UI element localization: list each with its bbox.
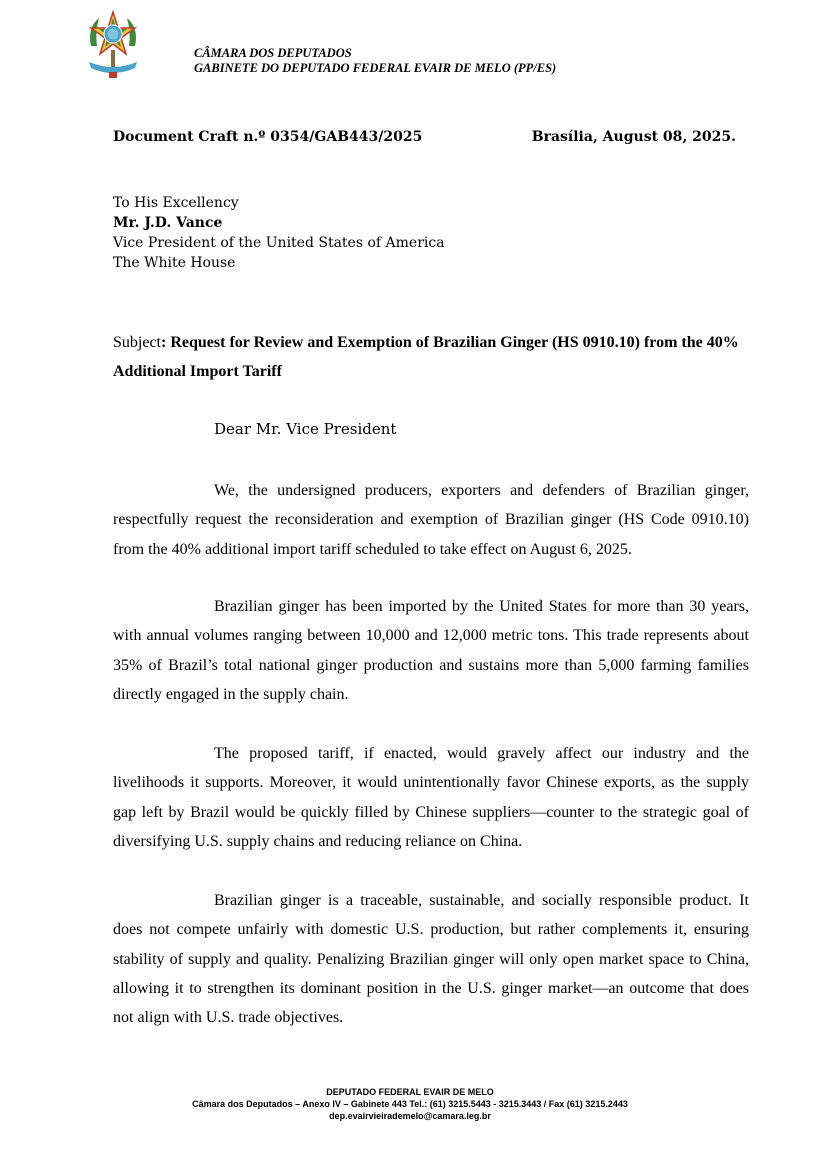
org-name: CÂMARA DOS DEPUTADOS: [194, 46, 352, 60]
body-paragraph: We, the undersigned producers, exporters and defenders of Brazilian ginger, respectfully request the reconsideration and exemption of Brazilian ginger (HS Code 0910.10) from the 40% additional import tariff scheduled to take effect on August 6, 2025.: [113, 482, 749, 558]
recipient-title: Vice President of the United States of America: [113, 235, 445, 251]
footer-email[interactable]: dep.evairvieirademelo@camara.leg.br: [329, 1111, 491, 1121]
body-paragraph: Brazilian ginger is a traceable, sustainable, and socially responsible product. It does not compete unfairly with domestic U.S. production, but rather complements it, ensuring stability of supply and quality. Penalizing Brazilian ginger will only open market space to China, allowing it to strengthen its dominant position in the U.S. ginger market—an outcome that does not align with U.S. trade objectives.: [113, 892, 749, 1027]
document-number: Document Craft n.º 0354/GAB443/2025: [113, 129, 423, 145]
letter-footer: [0, 1086, 820, 1122]
office-name: GABINETE DO DEPUTADO FEDERAL EVAIR DE MELO (PP/ES): [194, 61, 557, 75]
footer-deputy-name: DEPUTADO FEDERAL EVAIR DE MELO: [326, 1087, 494, 1097]
subject-line: [113, 328, 751, 386]
subject-text: : Request for Review and Exemption of Brazilian Ginger (HS 0910.10) from the 40% Additional Import Tariff: [113, 334, 739, 380]
brazil-coat-of-arms-icon: [85, 6, 141, 82]
recipient-name: Mr. J.D. Vance: [113, 215, 223, 231]
recipient-greeting: To His Excellency: [113, 195, 239, 211]
footer-address: Câmara dos Deputados – Anexo IV – Gabinete 443 Tel.: (61) 3215.5443 - 3215.3443 / Fax (61) 3215.2443: [192, 1099, 628, 1109]
place-date: Brasília, August 08, 2025.: [531, 129, 736, 145]
body-paragraph: Brazilian ginger has been imported by the United States for more than 30 years, with annual volumes ranging between 10,000 and 12,000 metric tons. This trade represents about 35% of Brazil’s total national ginger production and sustains more than 5,000 farming families directly engaged in the supply chain.: [113, 598, 749, 703]
subject-label: Subject: [113, 334, 161, 351]
body-paragraph: The proposed tariff, if enacted, would gravely affect our industry and the livelihoods it supports. Moreover, it would unintentionally favor Chinese exports, as the supply gap left by Brazil would be quickly filled by Chinese suppliers—counter to the strategic goal of diversifying U.S. supply chains and reducing reliance on China.: [113, 745, 749, 850]
header-organization: [194, 46, 556, 76]
salutation: Dear Mr. Vice President: [214, 420, 397, 438]
recipient-block: [113, 193, 445, 273]
recipient-address: The White House: [113, 255, 236, 271]
